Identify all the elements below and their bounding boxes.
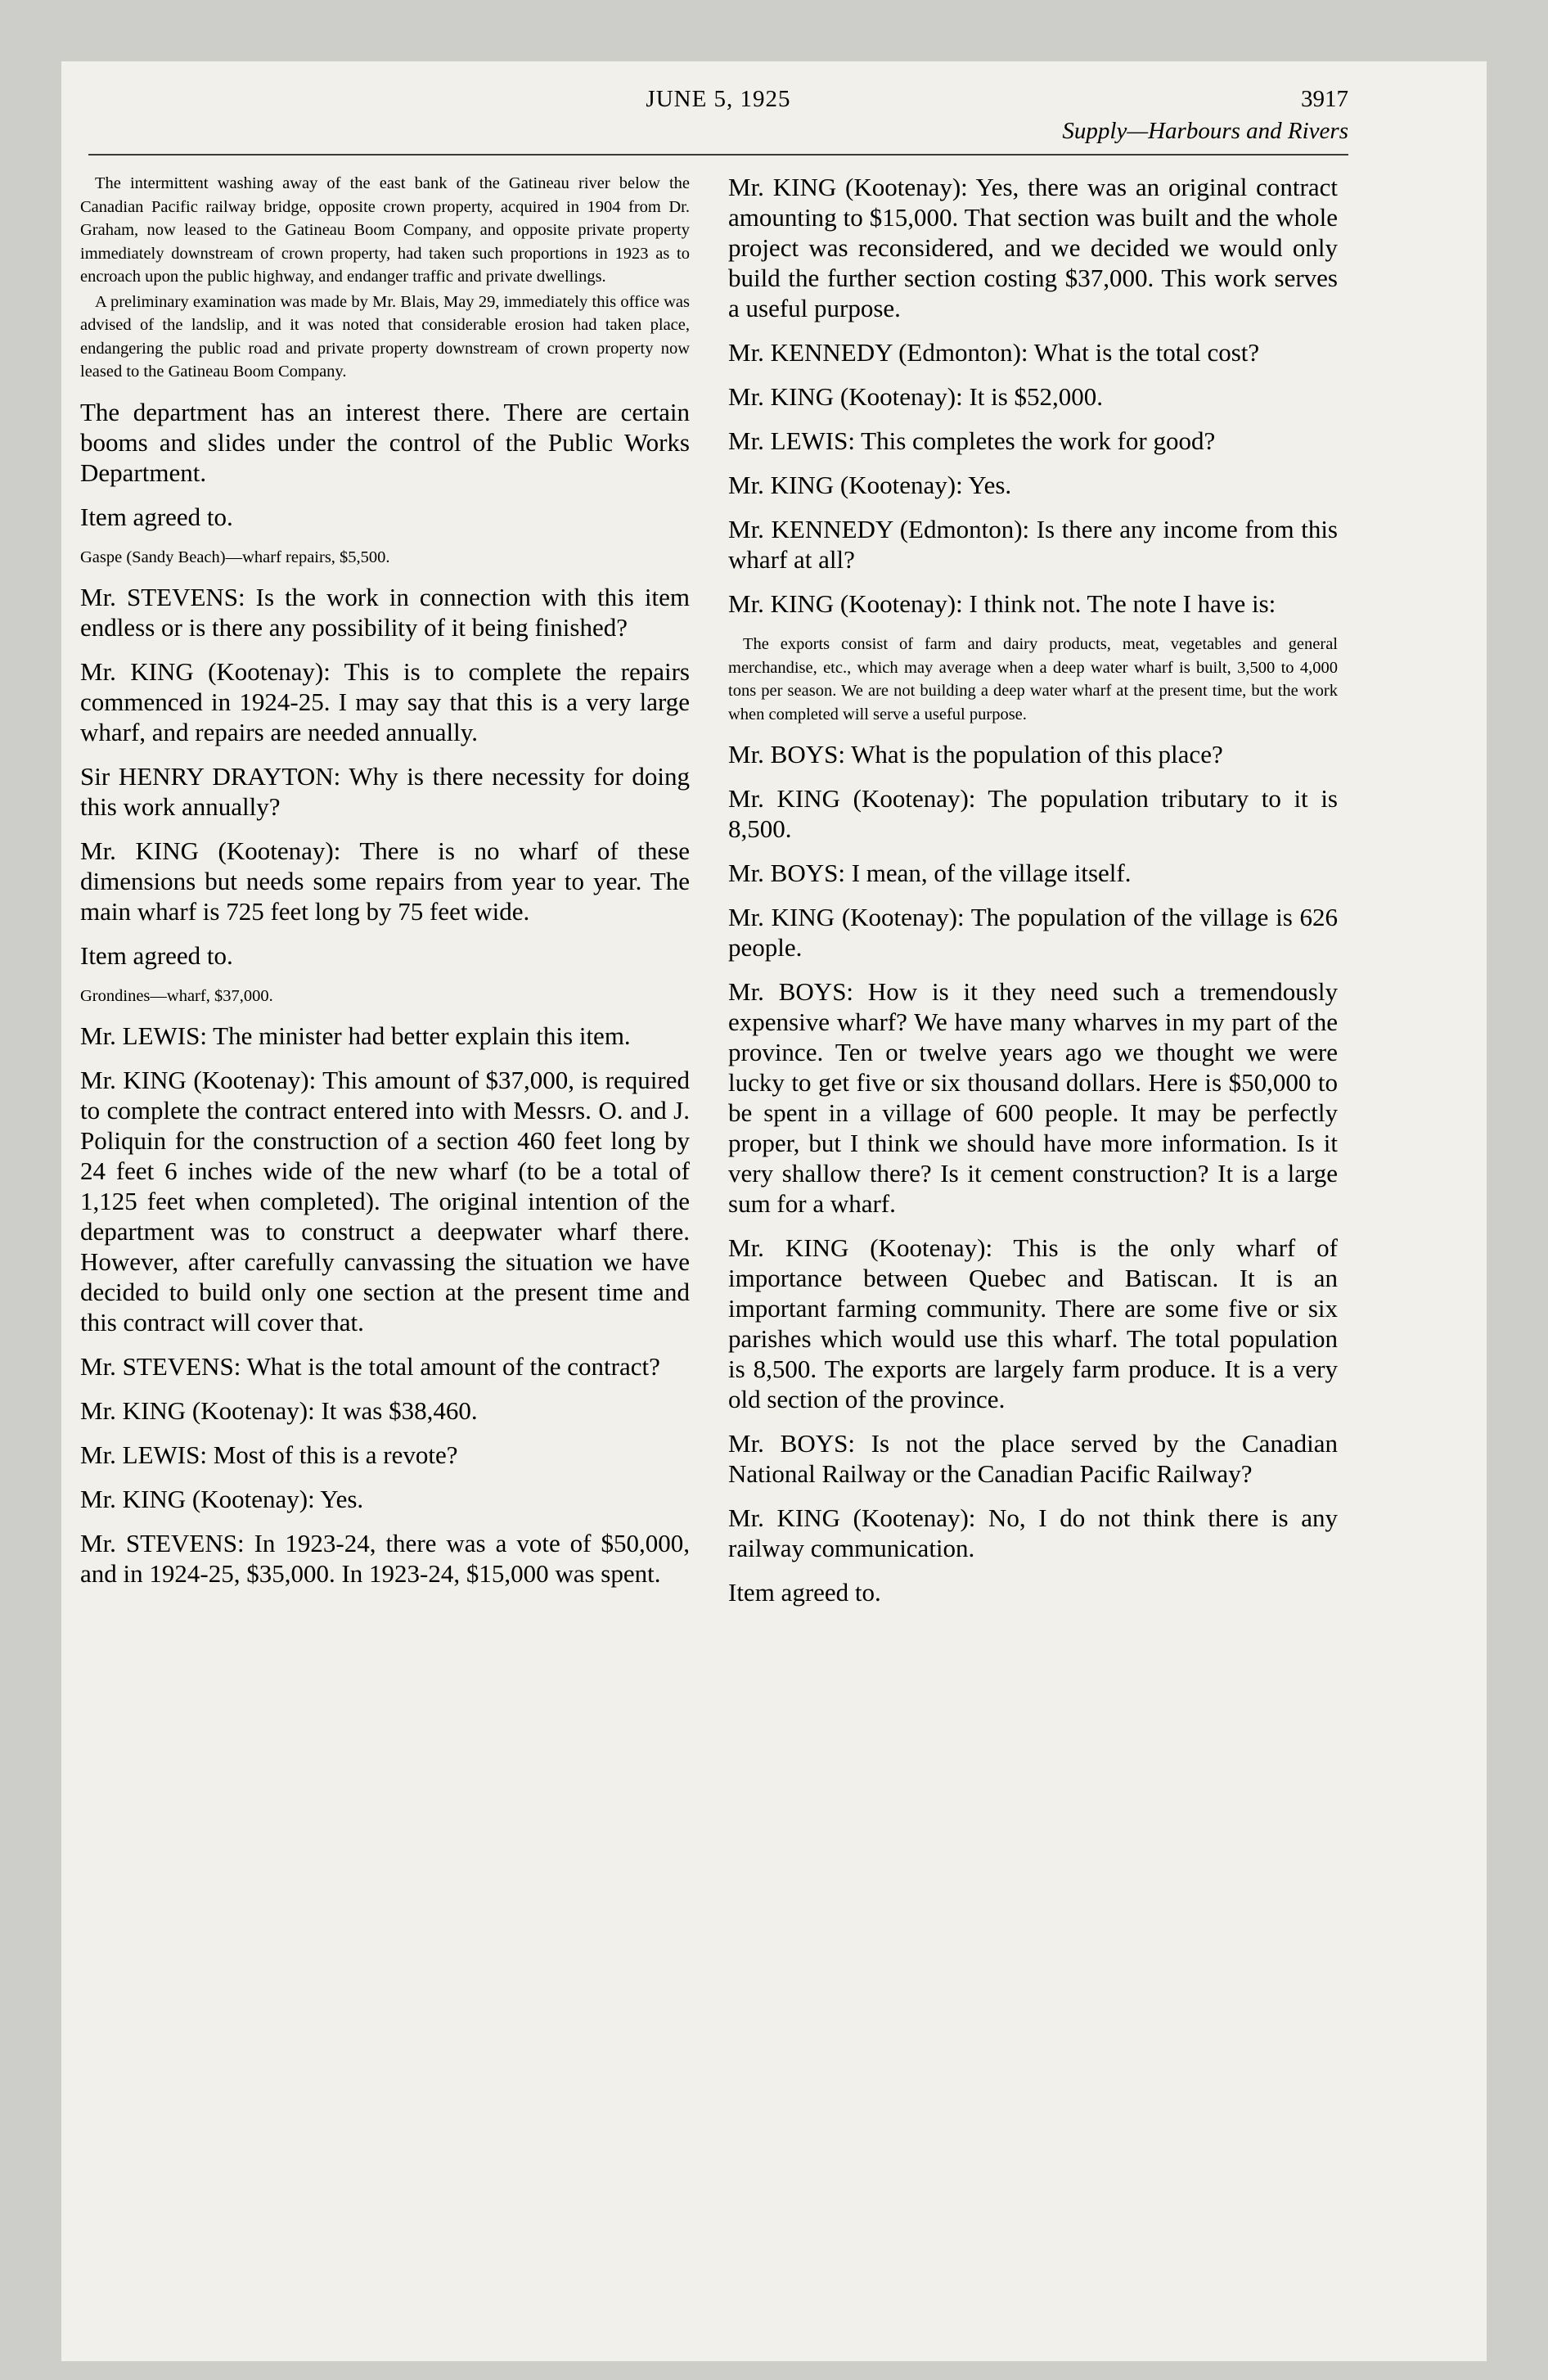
paragraph: Mr. KING (Kootenay): There is no wharf of these dimensions but needs some repairs from year to year. The main wharf is 725 feet long by 75 feet wide. [80, 836, 690, 926]
paragraph: Mr. KING (Kootenay): The population of the village is 626 people. [728, 903, 1338, 962]
paragraph: Sir HENRY DRAYTON: Why is there necessity for doing this work annually? [80, 761, 690, 821]
paragraph: Item agreed to. [728, 1578, 881, 1607]
paragraph: Mr. KING (Kootenay): This is the only wharf of importance between Quebec and Batiscan. It is an important farming community. There are some five or six parishes which would use this wharf. The total population is 8,500. The exports are largely farm produce. It is a very old section of the province. [728, 1233, 1338, 1413]
header-section-title: Supply—Harbours and Rivers [1062, 118, 1348, 144]
paragraph: Mr. KING (Kootenay): It is $52,000. [728, 382, 1104, 411]
paragraph: Mr. BOYS: Is not the place served by the Canadian National Railway or the Canadian Pacific Railway? [728, 1429, 1338, 1488]
paragraph: Mr. STEVENS: Is the work in connection with this item endless or is there any possibility of it being finished? [80, 582, 690, 642]
paragraph: Mr. KING (Kootenay): Yes. [728, 471, 1012, 499]
left-column [80, 172, 690, 1602]
paragraph: Mr. KING (Kootenay): Yes, there was an original contract amounting to $15,000. That section was built and the whole project was reconsidered, and we decided we would only build the further section costing $37,000. This work serves a useful purpose. [728, 173, 1338, 322]
paragraph: The department has an interest there. There are certain booms and slides under the control of the Public Works Department. [80, 397, 690, 487]
paragraph: Mr. BOYS: What is the population of this place? [728, 740, 1223, 769]
paragraph: Mr. STEVENS: What is the total amount of the contract? [80, 1351, 660, 1381]
paragraph: Mr. LEWIS: This completes the work for good? [728, 426, 1216, 455]
quoted-note: The intermittent washing away of the east bank of the Gatineau river below the Canadian Pacific railway bridge, opposite crown property, acquired in 1904 from Dr. Graham, now leased to the Gatineau Boom Company, and opposite private property immediately downstream of crown property, had taken such proportions in 1923 as to encroach upon the public highway, and endanger traffic and private dwellings. [80, 174, 690, 286]
paragraph: Mr. STEVENS: In 1923-24, there was a vote of $50,000, and in 1924-25, $35,000. In 1923-24, $15,000 was spent. [80, 1528, 690, 1588]
header-date: JUNE 5, 1925 [646, 86, 791, 112]
paragraph: Mr. KING (Kootenay): It was $38,460. [80, 1395, 478, 1425]
paragraph: Mr. KING (Kootenay): I think not. The note I have is: [728, 589, 1276, 618]
page-header [88, 83, 1348, 156]
header-rule [88, 154, 1348, 156]
paragraph: Mr. KING (Kootenay): This amount of $37,000, is required to complete the contract entered into with Messrs. O. and J. Poliquin for the construction of a section 460 feet long by 24 feet 6 inches wide of the new wharf (to be a total of 1,125 feet when completed). The original intention of the department was to construct a deepwater wharf there. However, after carefully canvassing the situation we have decided to build only one section at the present time and this contract will cover that. [80, 1065, 690, 1336]
paragraph: Item agreed to. [80, 502, 233, 531]
right-column [728, 172, 1338, 1621]
quoted-note: A preliminary examination was made by Mr. Blais, May 29, immediately this office was advised of the landslip, and it was noted that considerable erosion had taken place, endangering the public road and private property downstream of crown property now leased to the Gatineau Boom Company. [80, 292, 690, 381]
paragraph: Mr. KING (Kootenay): No, I do not think there is any railway communication. [728, 1503, 1338, 1562]
paragraph: Mr. KENNEDY (Edmonton): Is there any income from this wharf at all? [728, 515, 1338, 574]
paragraph: Mr. LEWIS: Most of this is a revote? [80, 1440, 458, 1469]
paragraph: Mr. KING (Kootenay): The population tributary to it is 8,500. [728, 784, 1338, 843]
paragraph: Mr. BOYS: I mean, of the village itself. [728, 859, 1132, 887]
quoted-note: The exports consist of farm and dairy products, meat, vegetables and general merchandise, etc., which may average when a deep water wharf is built, 3,500 to 4,000 tons per season. We are not building a deep water wharf at the present time, but the work when completed will serve a useful purpose. [728, 635, 1338, 723]
paragraph: Mr. KING (Kootenay): This is to complete the repairs commenced in 1924-25. I may say that this is a very large wharf, and repairs are needed annually. [80, 656, 690, 746]
paragraph: Item agreed to. [80, 940, 233, 970]
paragraph: Mr. KING (Kootenay): Yes. [80, 1484, 364, 1513]
paragraph: Mr. KENNEDY (Edmonton): What is the total cost? [728, 338, 1260, 367]
paragraph: Mr. LEWIS: The minister had better explain this item. [80, 1021, 631, 1050]
item-heading: Gaspe (Sandy Beach)—wharf repairs, $5,500. [80, 548, 390, 566]
item-heading: Grondines—wharf, $37,000. [80, 986, 273, 1005]
paragraph: Mr. BOYS: How is it they need such a tremendously expensive wharf? We have many wharves in my part of the province. Ten or twelve years ago we thought we were lucky to get five or six thousand dollars. Here is $50,000 to be spent in a village of 600 people. It may be perfectly proper, but I think we should have more information. Is it very shallow there? Is it cement construction? It is a large sum for a wharf. [728, 977, 1338, 1218]
header-page-number: 3917 [1301, 86, 1348, 112]
